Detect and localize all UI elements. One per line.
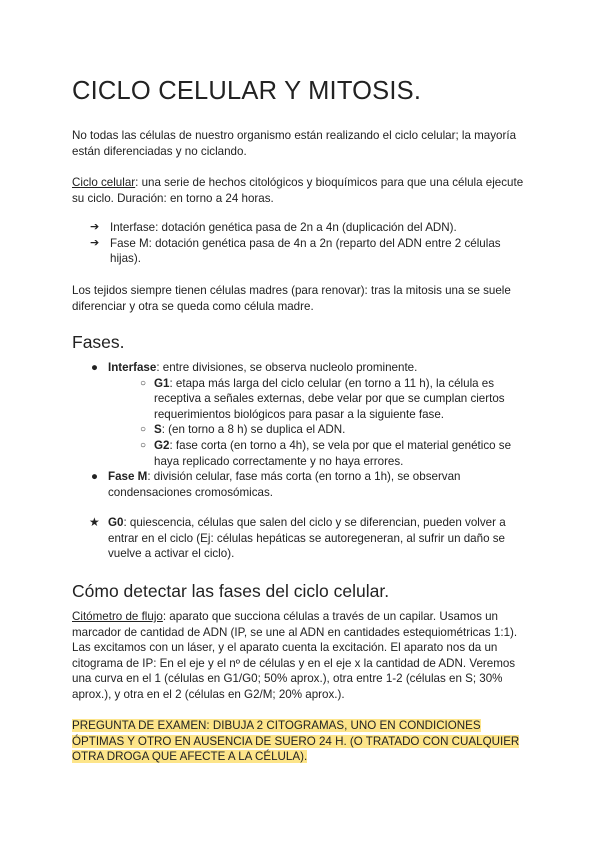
star-bullet-icon: ★ (89, 515, 100, 529)
arrow-item (72, 236, 528, 267)
list-item-s (140, 422, 528, 438)
list-item-g2 (140, 438, 528, 469)
bullet-circle-icon: ○ (140, 439, 147, 451)
intro-paragraph (72, 128, 528, 159)
bullet-dot-icon: ● (91, 470, 99, 484)
ciclo-term: Ciclo celular (72, 176, 136, 189)
g2-text: : fase corta (en torno a 4h), se vela por que el material genético se haya replicado correctamente y no haya errores. (154, 438, 512, 468)
arrow-bullet-icon: ➔ (90, 221, 100, 233)
ciclo-paragraph (72, 175, 528, 206)
tejidos-text: Los tejidos siempre tienen células madres (para renovar): tras la mitosis una se suele diferenciar y otra se queda como célula madre. (72, 284, 511, 313)
interfase-term: Interfase (108, 361, 157, 374)
bullet-circle-icon: ○ (140, 424, 147, 436)
citometro-paragraph (72, 609, 528, 703)
ciclo-text (72, 175, 528, 206)
detectar-heading: Cómo detectar las fases del ciclo celular. (72, 581, 390, 601)
bullet-dot-icon: ● (91, 361, 99, 374)
list-item-g0 (72, 515, 528, 562)
list-item-interfase (72, 360, 528, 469)
fases-heading-block (72, 331, 528, 353)
arrow-item (72, 220, 528, 236)
pregunta-paragraph (72, 718, 528, 765)
ciclo-definition: : una serie de hechos citológicos y bioquímicos para que una célula ejecute su ciclo. Duración: en torno a 24 horas. (72, 176, 524, 205)
g1-text: : etapa más larga del ciclo celular (en torno a 11 h), la célula es receptiva a señales externas, debe velar por que se cumplan ciertos requerimientos biológicos para pasar a la siguiente fase. (154, 376, 505, 421)
g0-list (72, 515, 528, 562)
fase-m-term: Fase M (108, 470, 148, 484)
fase-m-text: : división celular, fase más corta (en torno a 1h), se observan condensaciones cromosómicas. (108, 470, 461, 499)
interfase-text: : entre divisiones, se observa nucleolo prominente. (156, 361, 418, 374)
page-title: CICLO CELULAR Y MITOSIS. (72, 77, 422, 105)
intro-text: No todas las células de nuestro organismo están realizando el ciclo celular; la mayoría están diferenciadas y no ciclando. (72, 129, 517, 158)
list-item-fase-m (72, 469, 528, 500)
citometro-term: Citómetro de flujo (72, 610, 163, 623)
arrow-item-text: Interfase: dotación genética pasa de 2n a 4n (duplicación del ADN). (110, 221, 457, 234)
arrow-bullet-icon: ➔ (90, 236, 100, 249)
arrow-item-text: Fase M: dotación genética pasa de 4n a 2n (reparto del ADN entre 2 células hijas). (110, 236, 501, 266)
citometro-definition: : aparato que succiona células a través de un capilar. Usamos un marcador de cantidad de ADN (IP, se une al ADN en cantidades estequiométricas 1:1). Las excitamos con un láser, y el aparato cuenta la excitación. El aparato nos da un citograma de IP: En el eje y el nº de células y en el eje x la cantidad de ADN. Veremos una curva en el 1 (células en G1/G0; 50% aprox.), otra entre 1-2 (células en S; 30% aprox.), y otra en el 2 (células en G2/M; 20% aprox.). (72, 610, 518, 701)
arrow-list (72, 220, 528, 267)
s-text: : (en torno a 8 h) se duplica el ADN. (161, 423, 346, 437)
citometro-text (72, 609, 528, 703)
bullet-circle-icon: ○ (140, 377, 147, 389)
list-item-g1 (140, 376, 528, 423)
g0-term: G0 (108, 516, 124, 529)
g1-term: G1 (154, 376, 170, 390)
s-term: S (154, 423, 162, 437)
tejidos-paragraph (72, 283, 528, 314)
g0-text: : quiescencia, células que salen del ciclo y se diferencian, pueden volver a entrar en el ciclo (Ej: células hepáticas se autoregeneran, al sufrir un daño se vuelve a activar el ciclo). (108, 516, 506, 561)
pregunta-text (72, 718, 528, 765)
exam-question-highlight: PREGUNTA DE EXAMEN: DIBUJA 2 CITOGRAMAS, UNO EN CONDICIONES ÓPTIMAS Y OTRO EN AUSENCIA DE SUERO 24 H. (O TRATADO CON CUALQUIER OTRA DROGA QUE AFECTE A LA CÉLULA). (72, 719, 520, 764)
detectar-heading-block (72, 580, 528, 602)
fases-heading: Fases. (72, 332, 125, 352)
fases-list (72, 360, 528, 500)
g2-term: G2 (154, 438, 170, 452)
